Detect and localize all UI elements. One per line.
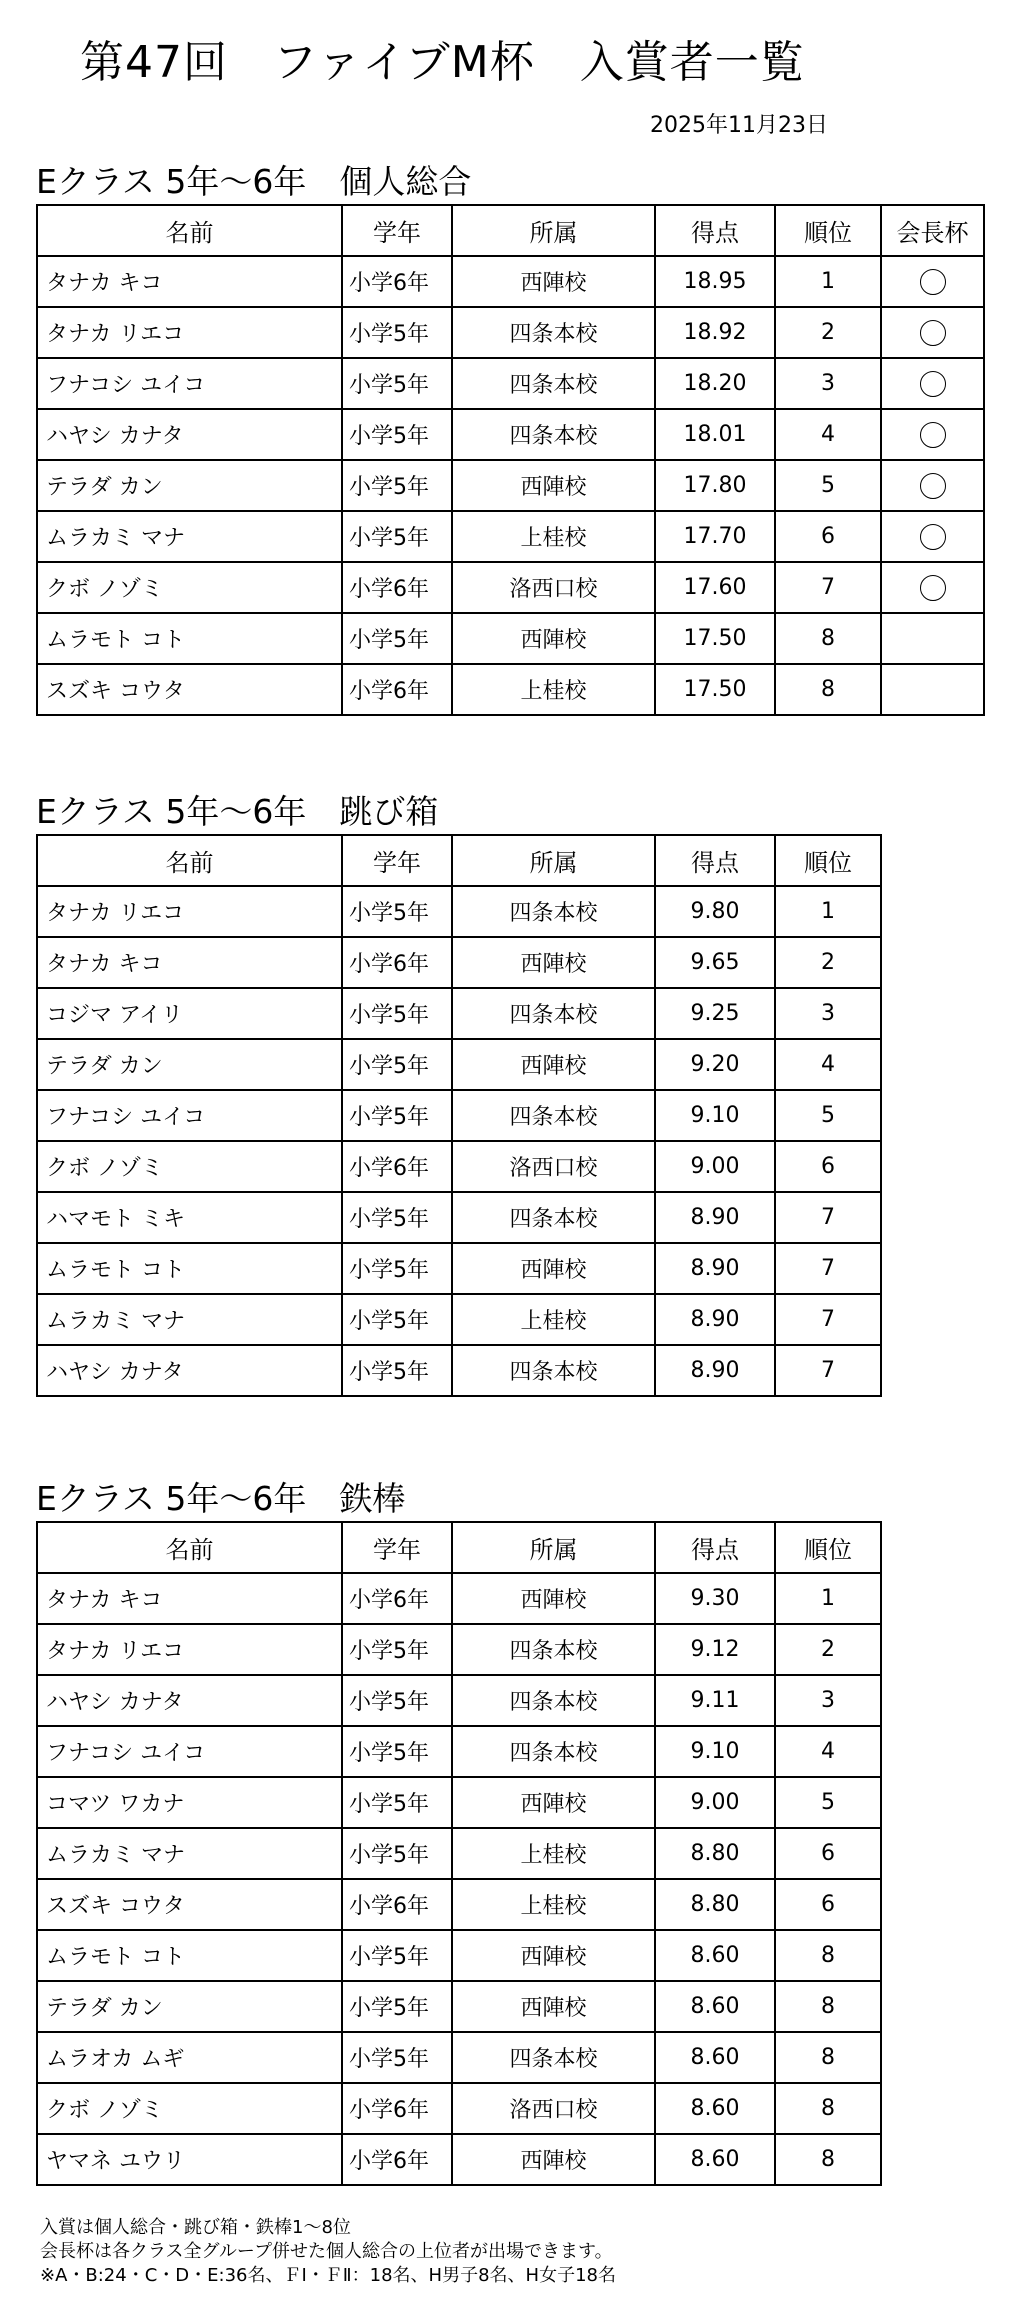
grade-cell: 小学5年	[342, 1243, 452, 1294]
school-cell: 西陣校	[452, 256, 655, 307]
chairman-cup-cell	[881, 358, 984, 409]
circle-mark-icon	[920, 575, 946, 601]
rank-cell: 6	[775, 1879, 881, 1930]
grade-cell: 小学5年	[342, 358, 452, 409]
page-date: 2025年11月23日	[650, 113, 828, 138]
school-cell: 西陣校	[452, 1777, 655, 1828]
rank-cell: 8	[775, 2032, 881, 2083]
header-school: 所属	[452, 1522, 655, 1573]
circle-mark-icon	[920, 524, 946, 550]
table-row	[37, 1192, 881, 1243]
rank-cell: 8	[775, 1930, 881, 1981]
table-row	[37, 937, 881, 988]
header-name: 名前	[37, 205, 342, 256]
rank-cell: 8	[775, 2134, 881, 2185]
school-cell: 西陣校	[452, 613, 655, 664]
score-cell: 9.25	[655, 988, 775, 1039]
name-cell: タナカ リエコ	[37, 1624, 342, 1675]
table-row	[37, 613, 984, 664]
grade-cell: 小学6年	[342, 1573, 452, 1624]
circle-mark-icon	[920, 422, 946, 448]
table-row	[37, 1675, 881, 1726]
table-row	[37, 1039, 881, 1090]
table-body	[37, 1573, 881, 2185]
school-cell: 洛西口校	[452, 2083, 655, 2134]
name-cell: ムラモト コト	[37, 1930, 342, 1981]
score-cell: 8.90	[655, 1294, 775, 1345]
header-score: 得点	[655, 205, 775, 256]
name-cell: スズキ コウタ	[37, 1879, 342, 1930]
rank-cell: 1	[775, 886, 881, 937]
score-cell: 8.90	[655, 1345, 775, 1396]
score-cell: 8.60	[655, 2134, 775, 2185]
grade-cell: 小学6年	[342, 664, 452, 715]
rank-cell: 5	[775, 1777, 881, 1828]
grade-cell: 小学5年	[342, 1930, 452, 1981]
name-cell: ハマモト ミキ	[37, 1192, 342, 1243]
school-cell: 四条本校	[452, 886, 655, 937]
table-row	[37, 409, 984, 460]
header-rank: 順位	[775, 835, 881, 886]
table-row	[37, 988, 881, 1039]
score-cell: 8.60	[655, 1930, 775, 1981]
table-row	[37, 1090, 881, 1141]
rank-cell: 6	[775, 511, 881, 562]
score-cell: 18.01	[655, 409, 775, 460]
footnote-line: ※A・B:24・C・D・E:36名、ＦⅠ・ＦⅡ：18名、H男子8名、H女子18名	[40, 2265, 616, 2286]
name-cell: ムラカミ マナ	[37, 511, 342, 562]
table-row	[37, 2134, 881, 2185]
score-cell: 9.11	[655, 1675, 775, 1726]
school-cell: 四条本校	[452, 1726, 655, 1777]
score-cell: 9.10	[655, 1726, 775, 1777]
name-cell: クボ ノゾミ	[37, 562, 342, 613]
school-cell: 西陣校	[452, 1243, 655, 1294]
header-rank: 順位	[775, 1522, 881, 1573]
grade-cell: 小学6年	[342, 1141, 452, 1192]
school-cell: 西陣校	[452, 1930, 655, 1981]
score-cell: 18.20	[655, 358, 775, 409]
table-row	[37, 1624, 881, 1675]
section-title-overall: Eクラス 5年～6年 個人総合	[36, 162, 472, 201]
table-header-row	[37, 835, 881, 886]
table-row	[37, 1879, 881, 1930]
name-cell: ムラカミ マナ	[37, 1828, 342, 1879]
name-cell: タナカ リエコ	[37, 307, 342, 358]
school-cell: 四条本校	[452, 358, 655, 409]
score-cell: 9.20	[655, 1039, 775, 1090]
score-cell: 9.12	[655, 1624, 775, 1675]
results-table-vaulting-box	[36, 834, 882, 1397]
rank-cell: 6	[775, 1828, 881, 1879]
school-cell: 西陣校	[452, 1573, 655, 1624]
score-cell: 9.00	[655, 1141, 775, 1192]
school-cell: 四条本校	[452, 409, 655, 460]
grade-cell: 小学5年	[342, 1294, 452, 1345]
school-cell: 四条本校	[452, 307, 655, 358]
grade-cell: 小学5年	[342, 1039, 452, 1090]
table-row	[37, 562, 984, 613]
name-cell: フナコシ ユイコ	[37, 1726, 342, 1777]
grade-cell: 小学6年	[342, 562, 452, 613]
name-cell: ハヤシ カナタ	[37, 409, 342, 460]
circle-mark-icon	[920, 473, 946, 499]
school-cell: 洛西口校	[452, 562, 655, 613]
name-cell: コマツ ワカナ	[37, 1777, 342, 1828]
rank-cell: 3	[775, 358, 881, 409]
grade-cell: 小学5年	[342, 1726, 452, 1777]
table-body	[37, 886, 881, 1396]
rank-cell: 7	[775, 1294, 881, 1345]
grade-cell: 小学5年	[342, 886, 452, 937]
school-cell: 四条本校	[452, 1675, 655, 1726]
score-cell: 9.80	[655, 886, 775, 937]
header-name: 名前	[37, 1522, 342, 1573]
school-cell: 西陣校	[452, 1039, 655, 1090]
footnote-line: 入賞は個人総合・跳び箱・鉄棒1～8位	[40, 2217, 351, 2238]
header-school: 所属	[452, 205, 655, 256]
section-title-horizontal-bar: Eクラス 5年～6年 鉄棒	[36, 1479, 406, 1518]
rank-cell: 4	[775, 1039, 881, 1090]
name-cell: ハヤシ カナタ	[37, 1345, 342, 1396]
score-cell: 8.60	[655, 2083, 775, 2134]
grade-cell: 小学6年	[342, 256, 452, 307]
grade-cell: 小学5年	[342, 1828, 452, 1879]
table-row	[37, 664, 984, 715]
rank-cell: 8	[775, 1981, 881, 2032]
table-row	[37, 1345, 881, 1396]
chairman-cup-cell	[881, 562, 984, 613]
rank-cell: 8	[775, 2083, 881, 2134]
rank-cell: 1	[775, 256, 881, 307]
score-cell: 8.90	[655, 1192, 775, 1243]
table-row	[37, 256, 984, 307]
grade-cell: 小学5年	[342, 1675, 452, 1726]
header-name: 名前	[37, 835, 342, 886]
name-cell: テラダ カン	[37, 460, 342, 511]
school-cell: 四条本校	[452, 1192, 655, 1243]
table-row	[37, 358, 984, 409]
rank-cell: 7	[775, 562, 881, 613]
header-grade: 学年	[342, 1522, 452, 1573]
header-grade: 学年	[342, 835, 452, 886]
name-cell: フナコシ ユイコ	[37, 358, 342, 409]
grade-cell: 小学5年	[342, 511, 452, 562]
rank-cell: 2	[775, 1624, 881, 1675]
grade-cell: 小学6年	[342, 1879, 452, 1930]
circle-mark-icon	[920, 269, 946, 295]
name-cell: クボ ノゾミ	[37, 1141, 342, 1192]
school-cell: 四条本校	[452, 2032, 655, 2083]
grade-cell: 小学5年	[342, 1777, 452, 1828]
rank-cell: 7	[775, 1345, 881, 1396]
rank-cell: 1	[775, 1573, 881, 1624]
table-row	[37, 1777, 881, 1828]
table-row	[37, 460, 984, 511]
score-cell: 9.10	[655, 1090, 775, 1141]
grade-cell: 小学5年	[342, 1624, 452, 1675]
name-cell: ムラカミ マナ	[37, 1294, 342, 1345]
school-cell: 西陣校	[452, 1981, 655, 2032]
chairman-cup-cell	[881, 256, 984, 307]
footnotes	[40, 2216, 616, 2288]
school-cell: 上桂校	[452, 664, 655, 715]
school-cell: 四条本校	[452, 1345, 655, 1396]
table-row	[37, 1243, 881, 1294]
school-cell: 西陣校	[452, 2134, 655, 2185]
table-row	[37, 1828, 881, 1879]
school-cell: 四条本校	[452, 1624, 655, 1675]
page-title: 第47回 ファイブM杯 入賞者一覧	[80, 37, 805, 88]
school-cell: 西陣校	[452, 937, 655, 988]
table-row	[37, 307, 984, 358]
score-cell: 9.00	[655, 1777, 775, 1828]
table-row	[37, 2083, 881, 2134]
name-cell: ムラモト コト	[37, 613, 342, 664]
header-score: 得点	[655, 1522, 775, 1573]
name-cell: タナカ キコ	[37, 1573, 342, 1624]
table-row	[37, 511, 984, 562]
header-school: 所属	[452, 835, 655, 886]
score-cell: 8.80	[655, 1879, 775, 1930]
rank-cell: 3	[775, 988, 881, 1039]
grade-cell: 小学6年	[342, 2134, 452, 2185]
grade-cell: 小学5年	[342, 409, 452, 460]
rank-cell: 4	[775, 409, 881, 460]
name-cell: タナカ キコ	[37, 256, 342, 307]
table-row	[37, 1930, 881, 1981]
table-row	[37, 1981, 881, 2032]
results-table-horizontal-bar	[36, 1521, 882, 2186]
school-cell: 四条本校	[452, 988, 655, 1039]
score-cell: 8.60	[655, 2032, 775, 2083]
rank-cell: 4	[775, 1726, 881, 1777]
score-cell: 8.80	[655, 1828, 775, 1879]
table-row	[37, 1294, 881, 1345]
grade-cell: 小学5年	[342, 988, 452, 1039]
score-cell: 17.70	[655, 511, 775, 562]
rank-cell: 8	[775, 664, 881, 715]
grade-cell: 小学5年	[342, 1090, 452, 1141]
rank-cell: 5	[775, 460, 881, 511]
name-cell: タナカ リエコ	[37, 886, 342, 937]
rank-cell: 2	[775, 937, 881, 988]
grade-cell: 小学5年	[342, 460, 452, 511]
footnote-line: 会長杯は各クラス全グループ併せた個人総合の上位者が出場できます。	[40, 2241, 613, 2262]
name-cell: フナコシ ユイコ	[37, 1090, 342, 1141]
table-row	[37, 886, 881, 937]
chairman-cup-cell	[881, 460, 984, 511]
score-cell: 17.50	[655, 664, 775, 715]
score-cell: 17.60	[655, 562, 775, 613]
score-cell: 9.30	[655, 1573, 775, 1624]
table-row	[37, 1726, 881, 1777]
name-cell: スズキ コウタ	[37, 664, 342, 715]
name-cell: ヤマネ ユウリ	[37, 2134, 342, 2185]
chairman-cup-cell	[881, 511, 984, 562]
score-cell: 17.50	[655, 613, 775, 664]
circle-mark-icon	[920, 371, 946, 397]
rank-cell: 8	[775, 613, 881, 664]
chairman-cup-cell	[881, 664, 984, 715]
score-cell: 17.80	[655, 460, 775, 511]
score-cell: 8.60	[655, 1981, 775, 2032]
rank-cell: 7	[775, 1243, 881, 1294]
school-cell: 上桂校	[452, 1828, 655, 1879]
grade-cell: 小学5年	[342, 1192, 452, 1243]
circle-mark-icon	[920, 320, 946, 346]
table-header-row	[37, 205, 984, 256]
header-chairman-cup: 会長杯	[881, 205, 984, 256]
grade-cell: 小学5年	[342, 613, 452, 664]
section-title-vaulting-box: Eクラス 5年～6年 跳び箱	[36, 792, 439, 831]
name-cell: ムラモト コト	[37, 1243, 342, 1294]
header-rank: 順位	[775, 205, 881, 256]
school-cell: 四条本校	[452, 1090, 655, 1141]
grade-cell: 小学5年	[342, 1345, 452, 1396]
grade-cell: 小学5年	[342, 307, 452, 358]
school-cell: 上桂校	[452, 1879, 655, 1930]
grade-cell: 小学6年	[342, 937, 452, 988]
header-grade: 学年	[342, 205, 452, 256]
table-row	[37, 2032, 881, 2083]
school-cell: 西陣校	[452, 460, 655, 511]
table-row	[37, 1141, 881, 1192]
rank-cell: 3	[775, 1675, 881, 1726]
chairman-cup-cell	[881, 409, 984, 460]
score-cell: 8.90	[655, 1243, 775, 1294]
grade-cell: 小学5年	[342, 2032, 452, 2083]
school-cell: 上桂校	[452, 1294, 655, 1345]
rank-cell: 7	[775, 1192, 881, 1243]
rank-cell: 2	[775, 307, 881, 358]
chairman-cup-cell	[881, 307, 984, 358]
grade-cell: 小学5年	[342, 1981, 452, 2032]
score-cell: 9.65	[655, 937, 775, 988]
rank-cell: 5	[775, 1090, 881, 1141]
header-score: 得点	[655, 835, 775, 886]
name-cell: タナカ キコ	[37, 937, 342, 988]
table-row	[37, 1573, 881, 1624]
grade-cell: 小学6年	[342, 2083, 452, 2134]
score-cell: 18.92	[655, 307, 775, 358]
table-body	[37, 256, 984, 715]
name-cell: ハヤシ カナタ	[37, 1675, 342, 1726]
school-cell: 洛西口校	[452, 1141, 655, 1192]
name-cell: ムラオカ ムギ	[37, 2032, 342, 2083]
school-cell: 上桂校	[452, 511, 655, 562]
rank-cell: 6	[775, 1141, 881, 1192]
name-cell: コジマ アイリ	[37, 988, 342, 1039]
name-cell: テラダ カン	[37, 1981, 342, 2032]
name-cell: テラダ カン	[37, 1039, 342, 1090]
results-table-overall	[36, 204, 985, 716]
name-cell: クボ ノゾミ	[37, 2083, 342, 2134]
score-cell: 18.95	[655, 256, 775, 307]
chairman-cup-cell	[881, 613, 984, 664]
table-header-row	[37, 1522, 881, 1573]
